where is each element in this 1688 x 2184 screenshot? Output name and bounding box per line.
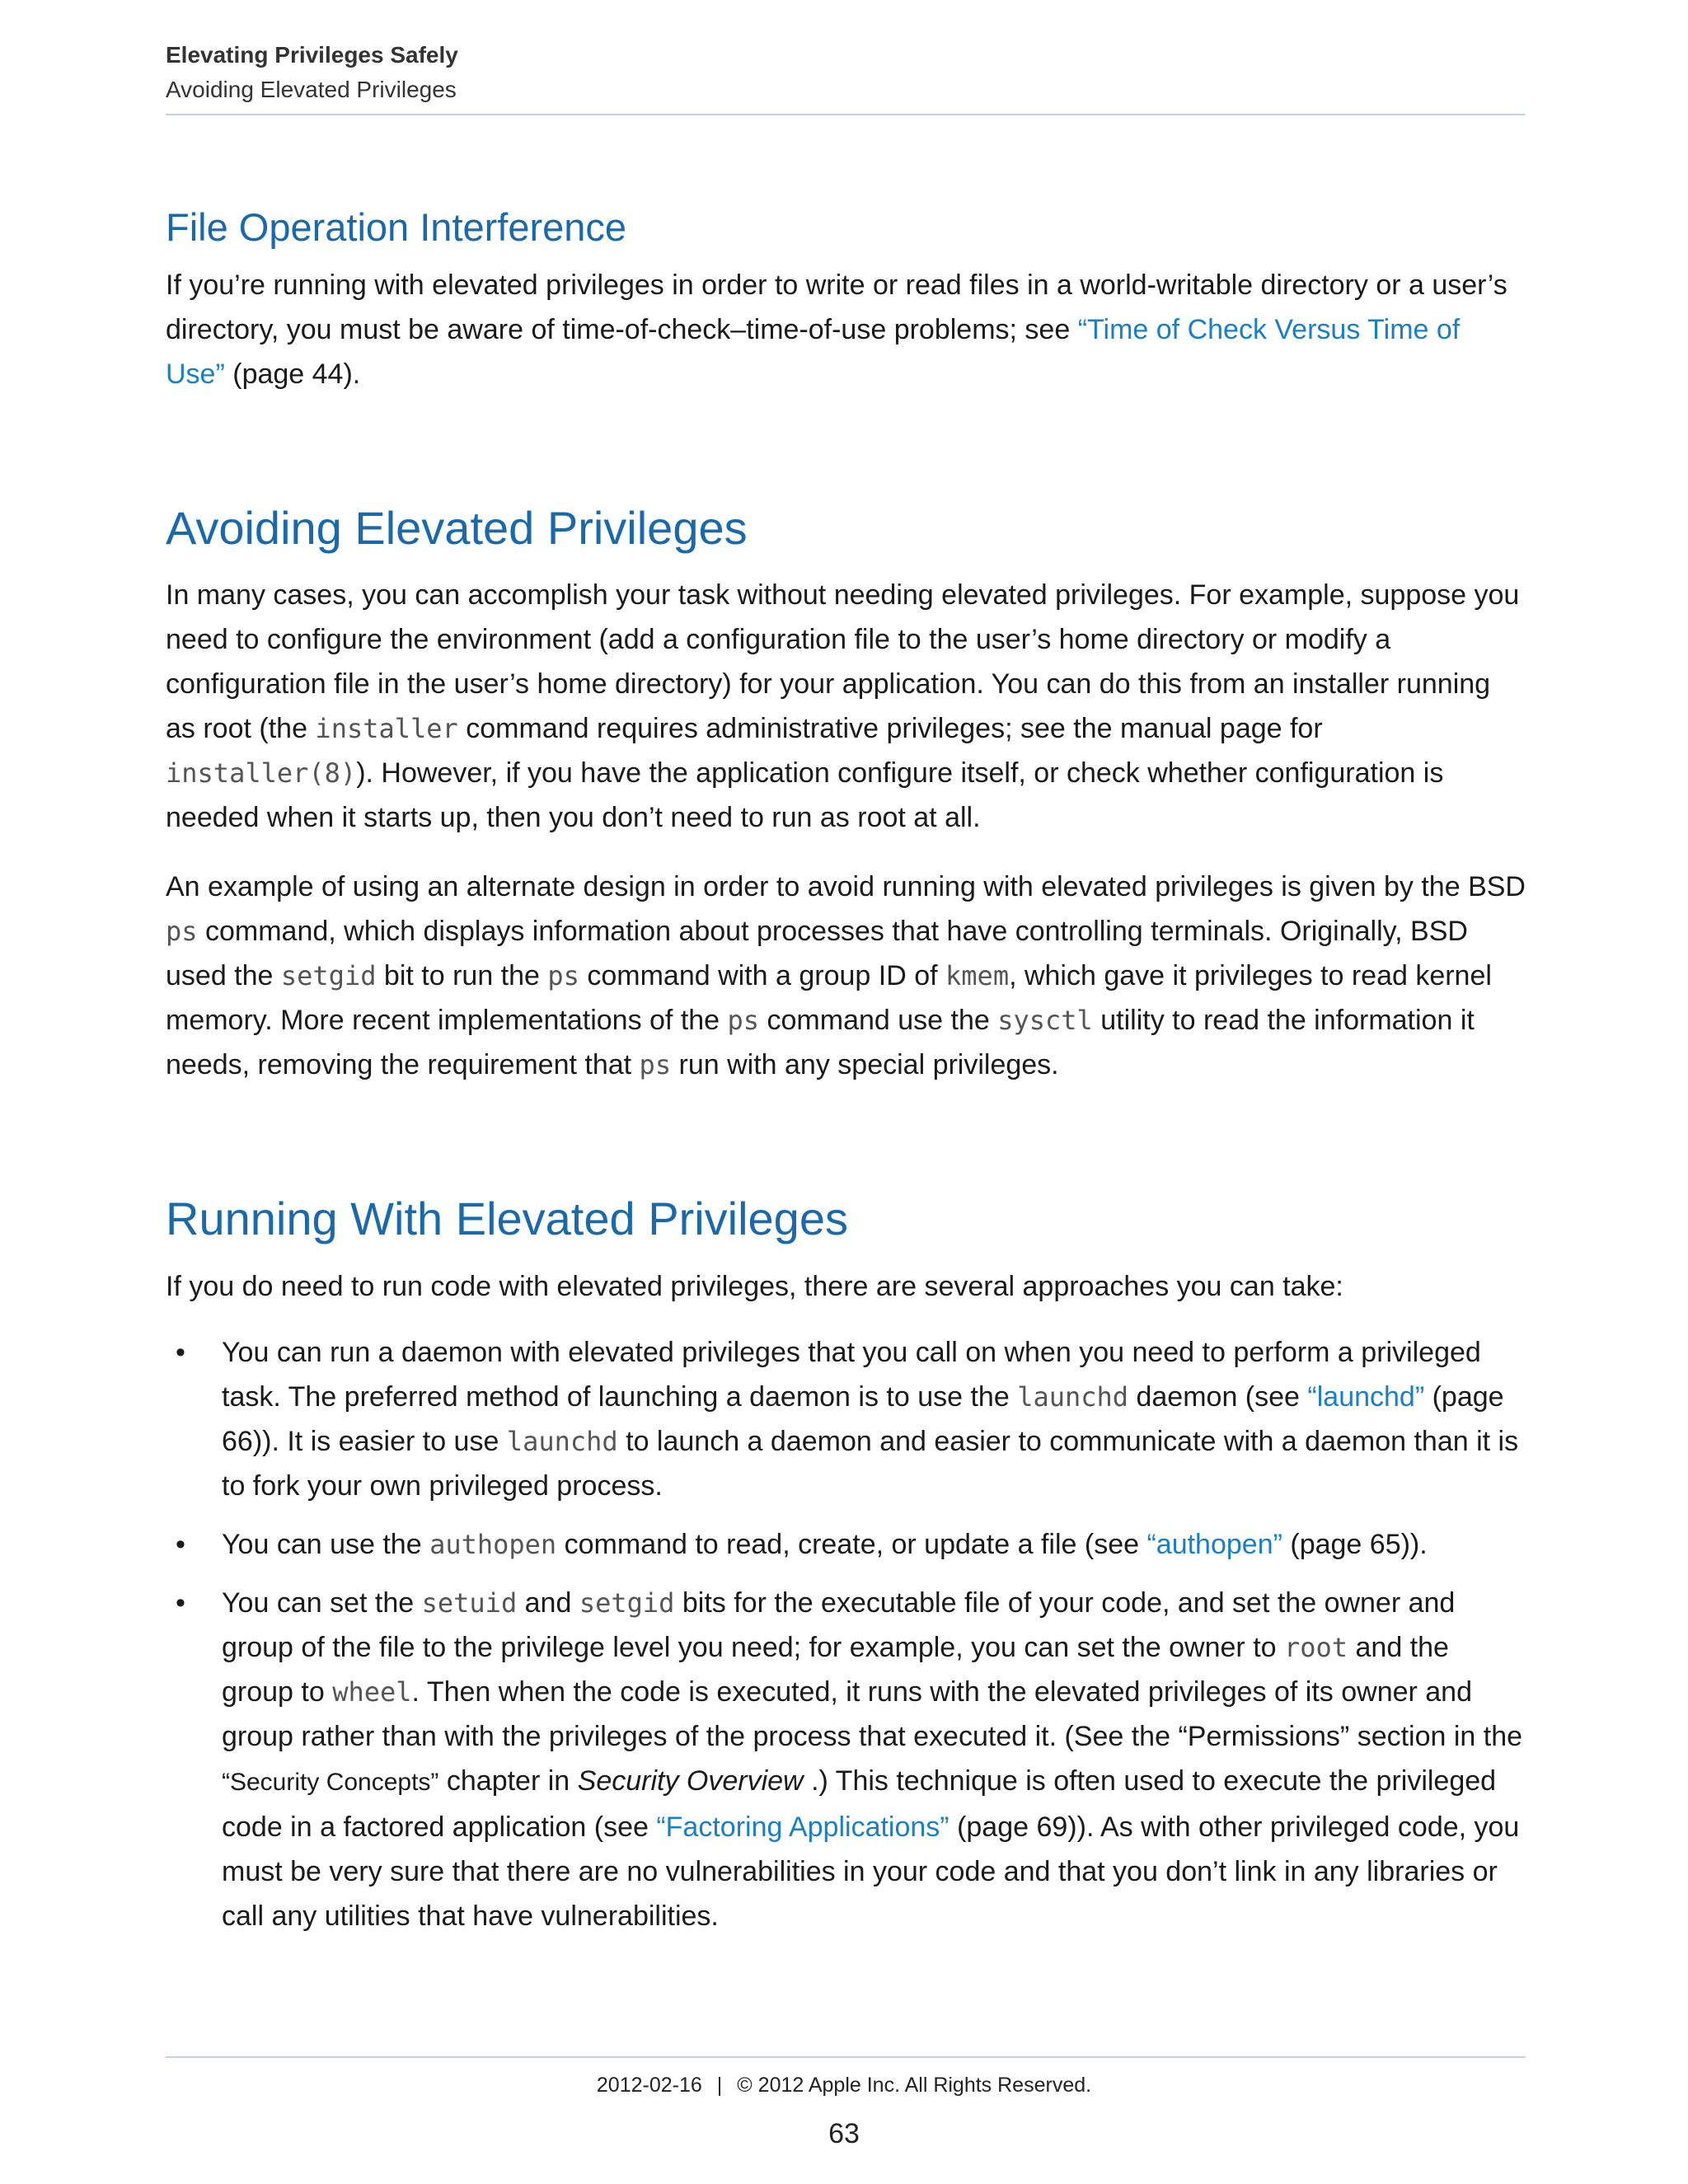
page-footer [0, 2069, 1688, 2102]
code-setuid: setuid [421, 1587, 518, 1619]
paragraph-avoiding-2: An example of using an alternate design in order to avoid running with elevated privileges is given by the BSD ps command, which displays information about processes that have controlling terminals. Originally, BSD used the setgid bit to run the ps command with a group ID of kmem, which gave it privileges to read kernel memory. More recent implementations of the ps command use the sysctl utility to read the information it needs, removing the requirement that ps run with any special privileges. [166, 871, 1526, 1080]
code-ps: ps [639, 1049, 672, 1080]
list-item: • You can set the setuid and setgid bits for the executable file of your code, and set the owner and group of the file to the privilege level you need; for example, you can set the owner to root and the group to wheel. Then when the code is executed, it runs with the elevated privileges of its owner and group rather than with the privileges of the process that executed it. (See the “Permissions” section in the “Security Concepts” chapter in Security Overview .) This technique is often used to execute the privileged code in a factored application (see “Factoring Applications” (page 69)). As with other privileged code, you must be very sure that there are no vulnerabilities in your code and that you don’t link in any libraries or call any utilities that have vulnerabilities. [166, 1581, 1526, 1938]
list-item: • You can run a daemon with elevated privileges that you call on when you need to perform a privileged task. The preferred method of launching a daemon is to use the launchd daemon (see “launchd” (page 66)). It is easier to use launchd to launch a daemon and easier to communicate with a daemon than it is to fork your own privileged process. [166, 1330, 1526, 1508]
code-wheel: wheel [332, 1676, 412, 1708]
security-overview-title: Security Overview [577, 1765, 804, 1797]
paragraph-file-operation: If you’re running with elevated privileges in order to write or read files in a world-writable directory or a user’s directory, you must be aware of time-of-check–time-of-use problems; see “Time of Check Versus Time of Use” (page 44). [166, 269, 1507, 390]
header-divider [166, 114, 1526, 115]
bullet-icon: • [176, 1529, 185, 1560]
footer-separator: | [716, 2074, 723, 2097]
heading-file-operation-interference: File Operation Interference [166, 205, 627, 249]
code-sysctl: sysctl [997, 1005, 1093, 1036]
chapter-title: Elevating Privileges Safely [166, 42, 458, 68]
footer-divider [166, 2056, 1526, 2058]
running-header [166, 38, 1526, 107]
list-item: • You can use the authopen command to read, create, or update a file (see “authopen” (page 65)). [166, 1522, 1526, 1567]
link-factoring-applications[interactable]: “Factoring Applications” [656, 1811, 950, 1843]
section-title: Avoiding Elevated Privileges [166, 77, 457, 102]
code-kmem: kmem [945, 960, 1010, 991]
code-setgid: setgid [280, 960, 377, 991]
heading-avoiding-elevated-privileges: Avoiding Elevated Privileges [166, 502, 748, 554]
footer-date: 2012-02-16 [596, 2074, 702, 2097]
code-authopen: authopen [429, 1529, 557, 1560]
page-number: 63 [828, 2118, 860, 2149]
link-authopen[interactable]: “authopen” [1146, 1529, 1282, 1560]
bullet-icon: • [176, 1587, 185, 1619]
heading-running-with-elevated-privileges: Running With Elevated Privileges [166, 1193, 848, 1244]
code-launchd: launchd [506, 1426, 618, 1457]
bullet-icon: • [176, 1337, 185, 1368]
paragraph-running-intro: If you do need to run code with elevated privileges, there are several approaches you can take: [166, 1271, 1343, 1302]
code-ps: ps [166, 916, 198, 947]
code-setgid: setgid [579, 1587, 675, 1619]
security-concepts-ref: “Security Concepts” [222, 1769, 439, 1796]
footer-copyright: © 2012 Apple Inc. All Rights Reserved. [737, 2074, 1092, 2097]
code-ps: ps [547, 960, 579, 991]
code-launchd: launchd [1017, 1381, 1129, 1413]
code-installer: installer [315, 713, 458, 744]
paragraph-avoiding-1: In many cases, you can accomplish your task without needing elevated privileges. For example, suppose you need to configure the environment (add a configuration file to the user’s home directory or modify a configuration file in the user’s home directory) for your application. You can do this from an installer running as root (the installer command requires administrative privileges; see the manual page for installer(8)). However, if you have the application configure itself, or check whether configuration is needed when it starts up, then you don’t need to run as root at all. [166, 579, 1520, 833]
code-installer-8: installer(8) [166, 757, 357, 789]
link-time-of-check[interactable]: “Time of Check Versus Time of Use” [166, 314, 1461, 390]
approaches-list [166, 1330, 1526, 1952]
code-root: root [1284, 1632, 1348, 1663]
code-ps: ps [727, 1005, 760, 1036]
link-launchd[interactable]: “launchd” [1307, 1381, 1425, 1413]
